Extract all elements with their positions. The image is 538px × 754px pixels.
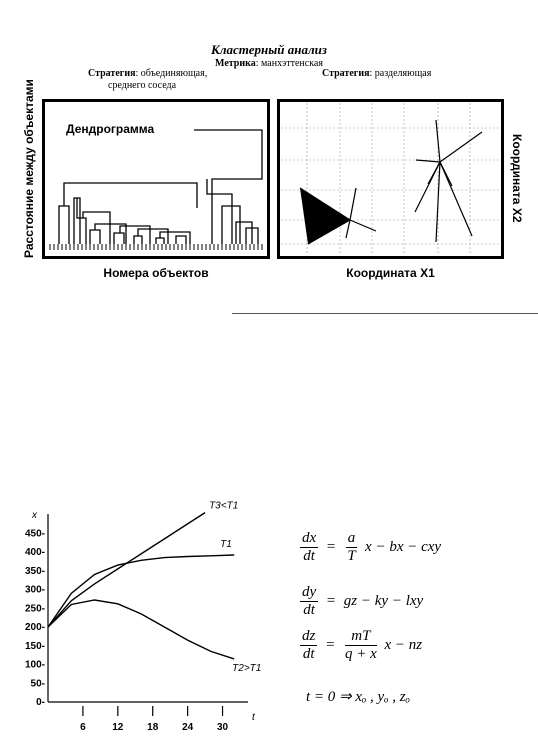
x-tick-label: 30 xyxy=(216,722,229,733)
scatter-x-axis-label: Координата X1 xyxy=(346,266,435,280)
x-tick-label: 12 xyxy=(112,722,124,733)
y-tick-label: 350- xyxy=(24,565,45,577)
dendrogram-y-axis-label: Расстояние между объектами xyxy=(22,79,36,258)
metric-line: Метрика: манхэттенская xyxy=(215,58,323,69)
y-axis-label: x xyxy=(32,510,37,521)
series-label-1: T3<T1 xyxy=(209,500,239,512)
equation-dz: $\frac{dz}{dt}$ = $\frac{mT}{q + x}$ x − nz xyxy=(302,628,423,662)
series-label-2: T1 xyxy=(220,539,232,550)
equation-dy: $\frac{dy}{dt}$ = gz − ky − lxy xyxy=(302,584,424,618)
y-tick-label: 0- xyxy=(36,697,45,708)
y-tick-label: 200- xyxy=(24,622,45,633)
dendrogram-x-axis-label: Номера объектов xyxy=(103,266,209,280)
dendrogram-panel-label: Дендрограмма xyxy=(66,122,155,136)
y-tick-label: 50- xyxy=(30,678,45,690)
strategy-2: Стратегия: разделяющая xyxy=(322,68,432,79)
series-line-3 xyxy=(48,600,234,659)
x-tick-label: 18 xyxy=(147,722,159,733)
y-tick-label: 150- xyxy=(24,640,45,652)
equation-dx: $\frac{dx}{dt}$ = $\frac{a}{T}$ x − bx − cxy xyxy=(302,530,442,564)
y-tick-label: 300- xyxy=(24,584,45,596)
cluster-analysis-title: Кластерный анализ xyxy=(211,42,327,57)
x-tick-label: 24 xyxy=(182,722,194,733)
x-tick-label: 6 xyxy=(80,722,86,733)
x-axis-label: t xyxy=(252,712,255,723)
strategy-1: Стратегия: объединяющая, среднего соседа xyxy=(88,68,208,91)
y-tick-label: 400- xyxy=(24,547,45,558)
y-tick-label: 450- xyxy=(24,528,45,540)
y-tick-label: 100- xyxy=(24,659,45,671)
series-line-1 xyxy=(48,513,205,627)
series-line-2 xyxy=(48,555,234,627)
series-label-3: T2>T1 xyxy=(232,662,262,674)
initial-conditions: t = 0 ⇒ xₒ , yₒ , zₒ xyxy=(306,689,410,705)
scatter-y-axis-label: Координата X2 xyxy=(510,134,524,223)
y-tick-label: 250- xyxy=(24,603,45,615)
